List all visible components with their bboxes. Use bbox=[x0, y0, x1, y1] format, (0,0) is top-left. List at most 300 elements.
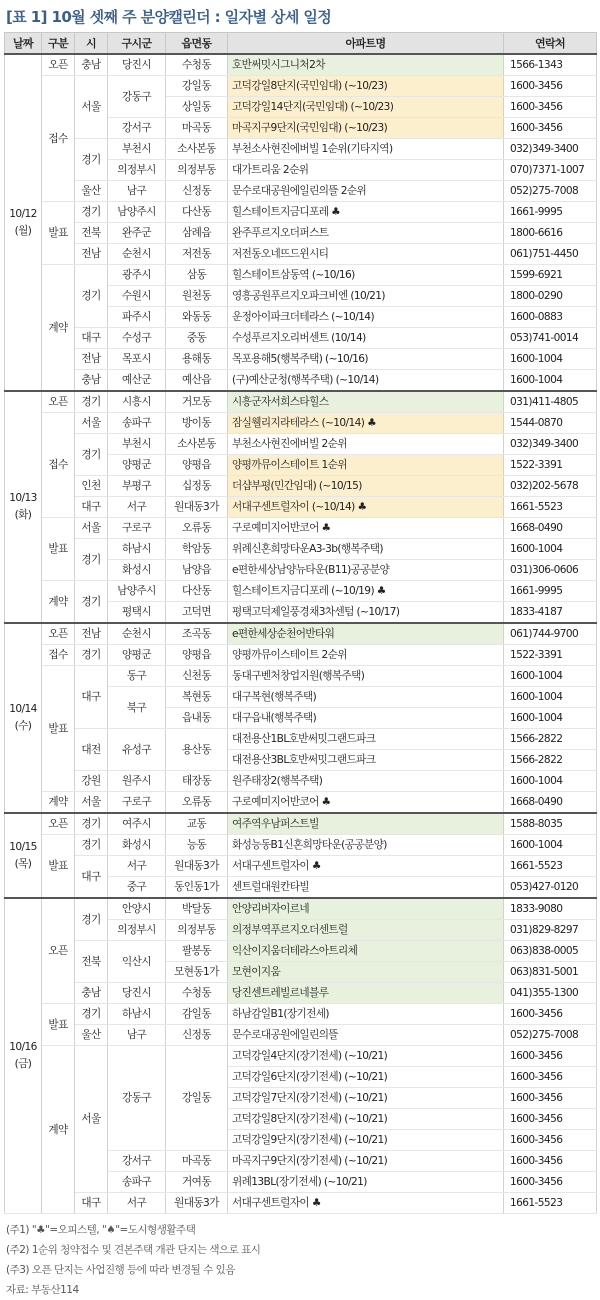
cell-apartment: 대구읍내(행복주택) bbox=[228, 708, 504, 729]
cell-contact: 031)306-0606 bbox=[504, 560, 597, 581]
table-row bbox=[5, 497, 597, 518]
table-row bbox=[5, 413, 597, 434]
cell-city: 서울 bbox=[75, 1046, 108, 1193]
cell-district: 화성시 bbox=[108, 835, 166, 856]
cell-type: 발표 bbox=[42, 518, 75, 581]
table-row bbox=[5, 1193, 597, 1214]
cell-town: 용산동 bbox=[166, 729, 228, 771]
cell-apartment: 구로예미지어반코어 ♣ bbox=[228, 792, 504, 814]
cell-town: 중동 bbox=[166, 328, 228, 349]
cell-town: 읍내동 bbox=[166, 708, 228, 729]
table-row bbox=[5, 265, 597, 286]
cell-apartment: 더샵부평(민간임대) (~10/15) bbox=[228, 476, 504, 497]
table-row bbox=[5, 835, 597, 856]
cell-district: 수원시 bbox=[108, 286, 166, 307]
cell-district: 강서구 bbox=[108, 118, 166, 139]
cell-apartment: 평택고덕제일풍경채3차센텀 (~10/17) bbox=[228, 602, 504, 624]
cell-type: 접수 bbox=[42, 645, 75, 666]
cell-contact: 1661-5523 bbox=[504, 1193, 597, 1214]
cell-district: 광주시 bbox=[108, 265, 166, 286]
cell-type: 오픈 bbox=[42, 623, 75, 645]
cell-district: 서구 bbox=[108, 497, 166, 518]
cell-district: 양평군 bbox=[108, 645, 166, 666]
cell-type: 오픈 bbox=[42, 54, 75, 76]
cell-town: 다산동 bbox=[166, 581, 228, 602]
cell-district: 남구 bbox=[108, 1025, 166, 1046]
cell-town: 저전동 bbox=[166, 244, 228, 265]
cell-contact: 1600-1004 bbox=[504, 708, 597, 729]
cell-town: 거여동 bbox=[166, 1172, 228, 1193]
cell-town: 고덕면 bbox=[166, 602, 228, 624]
cell-town: 마곡동 bbox=[166, 118, 228, 139]
cell-contact: 063)831-5001 bbox=[504, 962, 597, 983]
cell-district: 순천시 bbox=[108, 623, 166, 645]
cell-apartment: 부천소사현진에버빌 1순위(기타지역) bbox=[228, 139, 504, 160]
table-row bbox=[5, 518, 597, 539]
cell-contact: 1600-3456 bbox=[504, 76, 597, 97]
cell-district: 여주시 bbox=[108, 813, 166, 835]
cell-town: 상일동 bbox=[166, 97, 228, 118]
cell-city: 경기 bbox=[75, 265, 108, 328]
cell-contact: 1661-5523 bbox=[504, 856, 597, 877]
table-row bbox=[5, 581, 597, 602]
cell-town: 팔봉동 bbox=[166, 941, 228, 962]
note-1: (주1) "♣"=오피스텔, "♠"=도시형생활주택 bbox=[6, 1224, 196, 1236]
cell-apartment: 수성푸르지오리버센트 (10/14) bbox=[228, 328, 504, 349]
cell-type: 발표 bbox=[42, 1004, 75, 1046]
cell-contact: 1600-1004 bbox=[504, 349, 597, 370]
header-city: 시 bbox=[75, 33, 108, 55]
cell-contact: 1600-3456 bbox=[504, 1046, 597, 1067]
cell-town: 양평읍 bbox=[166, 455, 228, 476]
cell-district: 완주군 bbox=[108, 223, 166, 244]
cell-district: 강동구 bbox=[108, 76, 166, 118]
cell-district: 부천시 bbox=[108, 434, 166, 455]
cell-town: 와동동 bbox=[166, 307, 228, 328]
cell-apartment: 서대구센트럴자이 ♣ bbox=[228, 856, 504, 877]
note-2: (주2) 1순위 청약접수 및 견본주택 개관 단지는 색으로 표시 bbox=[6, 1244, 261, 1256]
cell-district: 서구 bbox=[108, 1193, 166, 1214]
cell-town: 신정동 bbox=[166, 1025, 228, 1046]
cell-contact: 052)275-7008 bbox=[504, 1025, 597, 1046]
table-row bbox=[5, 792, 597, 814]
schedule-body bbox=[5, 54, 597, 1214]
table-row bbox=[5, 941, 597, 962]
cell-district: 화성시 bbox=[108, 560, 166, 581]
table-row bbox=[5, 729, 597, 750]
cell-city: 강원 bbox=[75, 771, 108, 792]
cell-district: 의정부시 bbox=[108, 160, 166, 181]
table-row bbox=[5, 76, 597, 97]
cell-city: 대구 bbox=[75, 497, 108, 518]
cell-district: 시흥시 bbox=[108, 391, 166, 413]
cell-town: 조곡동 bbox=[166, 623, 228, 645]
cell-contact: 053)741-0014 bbox=[504, 328, 597, 349]
note-3: (주3) 오픈 단지는 사업진행 등에 따라 변경될 수 있음 bbox=[6, 1264, 235, 1276]
cell-city: 대구 bbox=[75, 666, 108, 729]
cell-city: 대구 bbox=[75, 328, 108, 349]
cell-city: 경기 bbox=[75, 1004, 108, 1025]
header-district: 구시군 bbox=[108, 33, 166, 55]
cell-type: 접수 bbox=[42, 413, 75, 518]
table-row bbox=[5, 139, 597, 160]
cell-town: 학암동 bbox=[166, 539, 228, 560]
cell-contact: 1800-6616 bbox=[504, 223, 597, 244]
cell-district: 하남시 bbox=[108, 1004, 166, 1025]
cell-apartment: 고덕강일8단지(국민임대) (~10/23) bbox=[228, 76, 504, 97]
cell-town: 모현동1가 bbox=[166, 962, 228, 983]
cell-town: 소사본동 bbox=[166, 434, 228, 455]
header-date: 날짜 bbox=[5, 33, 42, 55]
cell-town: 교동 bbox=[166, 813, 228, 835]
table-row bbox=[5, 244, 597, 265]
cell-city: 서울 bbox=[75, 792, 108, 814]
cell-district: 순천시 bbox=[108, 244, 166, 265]
cell-district: 동구 bbox=[108, 666, 166, 687]
cell-town: 삼동 bbox=[166, 265, 228, 286]
cell-type: 발표 bbox=[42, 666, 75, 792]
cell-district: 파주시 bbox=[108, 307, 166, 328]
cell-town: 의정부동 bbox=[166, 920, 228, 941]
header-town: 읍면동 bbox=[166, 33, 228, 55]
cell-city: 경기 bbox=[75, 835, 108, 856]
cell-city: 전남 bbox=[75, 244, 108, 265]
cell-district: 남양주시 bbox=[108, 581, 166, 602]
cell-town: 감일동 bbox=[166, 1004, 228, 1025]
table-row bbox=[5, 54, 597, 76]
cell-city: 충남 bbox=[75, 370, 108, 392]
cell-contact: 1600-1004 bbox=[504, 539, 597, 560]
cell-contact: 1600-3456 bbox=[504, 1172, 597, 1193]
cell-date: 10/13 (화) bbox=[5, 391, 42, 623]
cell-city: 서울 bbox=[75, 518, 108, 539]
cell-town: 방이동 bbox=[166, 413, 228, 434]
cell-apartment: 동대구벤처창업지원(행복주택) bbox=[228, 666, 504, 687]
cell-contact: 1600-3456 bbox=[504, 1088, 597, 1109]
cell-apartment: 대가트리움 2순위 bbox=[228, 160, 504, 181]
cell-apartment: 모현이지움 bbox=[228, 962, 504, 983]
cell-town: 다산동 bbox=[166, 202, 228, 223]
cell-apartment: 센트럴대원칸타빌 bbox=[228, 877, 504, 899]
table-row bbox=[5, 1025, 597, 1046]
cell-district: 송파구 bbox=[108, 413, 166, 434]
cell-apartment: 양평까뮤이스테이트 2순위 bbox=[228, 645, 504, 666]
cell-district: 평택시 bbox=[108, 602, 166, 624]
cell-district: 구로구 bbox=[108, 518, 166, 539]
cell-apartment: e편한세상순천어반타워 bbox=[228, 623, 504, 645]
cell-district: 의정부시 bbox=[108, 920, 166, 941]
cell-apartment: 서대구센트럴자이 ♣ bbox=[228, 1193, 504, 1214]
cell-apartment: 시흥군자서희스타힐스 bbox=[228, 391, 504, 413]
cell-town: 양평읍 bbox=[166, 645, 228, 666]
table-row bbox=[5, 391, 597, 413]
cell-contact: 1600-3456 bbox=[504, 1004, 597, 1025]
cell-contact: 041)355-1300 bbox=[504, 983, 597, 1004]
cell-contact: 1600-3456 bbox=[504, 1151, 597, 1172]
cell-town: 원천동 bbox=[166, 286, 228, 307]
cell-contact: 053)427-0120 bbox=[504, 877, 597, 899]
cell-district: 원주시 bbox=[108, 771, 166, 792]
cell-apartment: 고덕강일4단지(장기전세) (~10/21) bbox=[228, 1046, 504, 1067]
table-title: [표 1] 10월 셋째 주 분양캘린더 : 일자별 상세 일정 bbox=[6, 7, 332, 26]
cell-contact: 031)829-8297 bbox=[504, 920, 597, 941]
cell-type: 오픈 bbox=[42, 391, 75, 413]
cell-city: 전북 bbox=[75, 941, 108, 983]
cell-town: 강일동 bbox=[166, 1046, 228, 1151]
cell-apartment: e편한세상남양뉴타운(B11)공공분양 bbox=[228, 560, 504, 581]
cell-town: 오류동 bbox=[166, 518, 228, 539]
cell-apartment: 대전용산1BL호반써밋그랜드파크 bbox=[228, 729, 504, 750]
cell-apartment: 안양리버자이르네 bbox=[228, 898, 504, 920]
cell-apartment: 영흥공원푸르지오파크비엔 (10/21) bbox=[228, 286, 504, 307]
cell-town: 원대동3가 bbox=[166, 497, 228, 518]
table-row bbox=[5, 349, 597, 370]
cell-town: 소사본동 bbox=[166, 139, 228, 160]
cell-contact: 1600-3456 bbox=[504, 1067, 597, 1088]
cell-contact: 1668-0490 bbox=[504, 792, 597, 814]
cell-apartment: 부천소사현진에버빌 2순위 bbox=[228, 434, 504, 455]
cell-district: 당진시 bbox=[108, 983, 166, 1004]
table-row bbox=[5, 898, 597, 920]
cell-type: 발표 bbox=[42, 202, 75, 265]
cell-apartment: 하남감일B1(장기전세) bbox=[228, 1004, 504, 1025]
cell-town: 마곡동 bbox=[166, 1151, 228, 1172]
cell-contact: 1600-3456 bbox=[504, 1109, 597, 1130]
cell-contact: 1600-3456 bbox=[504, 118, 597, 139]
cell-type: 발표 bbox=[42, 835, 75, 899]
table-row bbox=[5, 1046, 597, 1067]
table-row bbox=[5, 666, 597, 687]
table-row bbox=[5, 771, 597, 792]
notes bbox=[6, 1220, 600, 1300]
cell-district: 당진시 bbox=[108, 54, 166, 76]
cell-apartment: 마곡지구9단지(국민임대) (~10/23) bbox=[228, 118, 504, 139]
cell-contact: 1522-3391 bbox=[504, 455, 597, 476]
cell-apartment: 호반써밋시그니처2차 bbox=[228, 54, 504, 76]
cell-city: 인천 bbox=[75, 476, 108, 497]
cell-contact: 1600-1004 bbox=[504, 370, 597, 392]
cell-town: 신정동 bbox=[166, 181, 228, 202]
table-row bbox=[5, 328, 597, 349]
cell-contact: 070)7371-1007 bbox=[504, 160, 597, 181]
table-row bbox=[5, 181, 597, 202]
cell-district: 예산군 bbox=[108, 370, 166, 392]
header-apartment: 아파트명 bbox=[228, 33, 504, 55]
cell-apartment: 당진센트레빌르네블루 bbox=[228, 983, 504, 1004]
schedule-table bbox=[4, 32, 597, 1214]
cell-town: 박달동 bbox=[166, 898, 228, 920]
cell-contact: 1600-1004 bbox=[504, 835, 597, 856]
cell-town: 남양읍 bbox=[166, 560, 228, 581]
cell-city: 울산 bbox=[75, 181, 108, 202]
cell-apartment: 익산이지움더테라스아트리체 bbox=[228, 941, 504, 962]
cell-city: 대구 bbox=[75, 856, 108, 899]
cell-town: 복현동 bbox=[166, 687, 228, 708]
table-row bbox=[5, 1004, 597, 1025]
cell-contact: 1544-0870 bbox=[504, 413, 597, 434]
cell-district: 북구 bbox=[108, 687, 166, 729]
cell-town: 강일동 bbox=[166, 76, 228, 97]
cell-town: 예산읍 bbox=[166, 370, 228, 392]
cell-district: 부천시 bbox=[108, 139, 166, 160]
cell-type: 오픈 bbox=[42, 813, 75, 835]
cell-date: 10/12 (월) bbox=[5, 54, 42, 391]
cell-city: 전북 bbox=[75, 223, 108, 244]
cell-city: 서울 bbox=[75, 76, 108, 139]
cell-contact: 032)202-5678 bbox=[504, 476, 597, 497]
cell-district: 양평군 bbox=[108, 455, 166, 476]
cell-contact: 1566-1343 bbox=[504, 54, 597, 76]
table-row bbox=[5, 202, 597, 223]
cell-city: 경기 bbox=[75, 139, 108, 181]
cell-town: 동인동1가 bbox=[166, 877, 228, 899]
cell-district: 강서구 bbox=[108, 1151, 166, 1172]
cell-apartment: 힐스테이트삼동역 (~10/16) bbox=[228, 265, 504, 286]
cell-apartment: 위례신혼희망타운A3-3b(행복주택) bbox=[228, 539, 504, 560]
cell-contact: 1600-3456 bbox=[504, 1130, 597, 1151]
cell-city: 충남 bbox=[75, 983, 108, 1004]
cell-district: 남구 bbox=[108, 181, 166, 202]
cell-city: 경기 bbox=[75, 645, 108, 666]
cell-apartment: 구로예미지어반코어 ♣ bbox=[228, 518, 504, 539]
cell-contact: 1599-6921 bbox=[504, 265, 597, 286]
cell-town: 오류동 bbox=[166, 792, 228, 814]
cell-type: 계약 bbox=[42, 1046, 75, 1214]
cell-apartment: 문수로대공원에일린의뜰 2순위 bbox=[228, 181, 504, 202]
cell-apartment: 완주푸르지오더퍼스트 bbox=[228, 223, 504, 244]
source-note: 자료: 부동산114 bbox=[6, 1284, 79, 1296]
cell-type: 계약 bbox=[42, 581, 75, 624]
header-type: 구분 bbox=[42, 33, 75, 55]
cell-contact: 1522-3391 bbox=[504, 645, 597, 666]
cell-district: 수성구 bbox=[108, 328, 166, 349]
table-row bbox=[5, 645, 597, 666]
cell-town: 거모동 bbox=[166, 391, 228, 413]
cell-contact: 1600-1004 bbox=[504, 687, 597, 708]
cell-contact: 1566-2822 bbox=[504, 750, 597, 771]
cell-contact: 1566-2822 bbox=[504, 729, 597, 750]
cell-contact: 1588-8035 bbox=[504, 813, 597, 835]
cell-apartment: 힐스테이트지금디포레 (~10/19) ♣ bbox=[228, 581, 504, 602]
table-row bbox=[5, 370, 597, 392]
cell-city: 경기 bbox=[75, 539, 108, 581]
cell-apartment: 대전용산3BL호반써밋그랜드파크 bbox=[228, 750, 504, 771]
cell-contact: 1800-0290 bbox=[504, 286, 597, 307]
cell-district: 부평구 bbox=[108, 476, 166, 497]
cell-contact: 063)838-0005 bbox=[504, 941, 597, 962]
cell-type: 계약 bbox=[42, 265, 75, 392]
cell-town: 신천동 bbox=[166, 666, 228, 687]
cell-type: 계약 bbox=[42, 792, 75, 814]
cell-town: 능동 bbox=[166, 835, 228, 856]
cell-town: 수청동 bbox=[166, 983, 228, 1004]
cell-contact: 1833-4187 bbox=[504, 602, 597, 624]
cell-contact: 031)411-4805 bbox=[504, 391, 597, 413]
cell-contact: 061)751-4450 bbox=[504, 244, 597, 265]
table-row bbox=[5, 434, 597, 455]
table-row bbox=[5, 983, 597, 1004]
cell-apartment: 저전동오네뜨드윈시티 bbox=[228, 244, 504, 265]
cell-date: 10/15 (목) bbox=[5, 813, 42, 898]
cell-city: 경기 bbox=[75, 898, 108, 941]
cell-contact: 1661-9995 bbox=[504, 581, 597, 602]
cell-town: 수청동 bbox=[166, 54, 228, 76]
table-row bbox=[5, 223, 597, 244]
cell-town: 십정동 bbox=[166, 476, 228, 497]
table-row bbox=[5, 856, 597, 877]
cell-contact: 1661-9995 bbox=[504, 202, 597, 223]
cell-city: 경기 bbox=[75, 391, 108, 413]
cell-district: 강동구 bbox=[108, 1046, 166, 1151]
cell-apartment: 화성능동B1신혼희망타운(공공분양) bbox=[228, 835, 504, 856]
cell-apartment: 고덕강일6단지(장기전세) (~10/21) bbox=[228, 1067, 504, 1088]
cell-type: 접수 bbox=[42, 76, 75, 202]
cell-apartment: 고덕강일8단지(장기전세) (~10/21) bbox=[228, 1109, 504, 1130]
cell-apartment: 고덕강일14단지(국민임대) (~10/23) bbox=[228, 97, 504, 118]
cell-contact: 1833-9080 bbox=[504, 898, 597, 920]
cell-type: 오픈 bbox=[42, 898, 75, 1004]
cell-apartment: 원주태장2(행복주택) bbox=[228, 771, 504, 792]
cell-contact: 1600-3456 bbox=[504, 97, 597, 118]
cell-district: 목포시 bbox=[108, 349, 166, 370]
cell-date: 10/14 (수) bbox=[5, 623, 42, 813]
cell-district: 송파구 bbox=[108, 1172, 166, 1193]
cell-town: 의정부동 bbox=[166, 160, 228, 181]
cell-contact: 1600-0883 bbox=[504, 307, 597, 328]
header-contact: 연락처 bbox=[504, 33, 597, 55]
table-row bbox=[5, 813, 597, 835]
cell-district: 서구 bbox=[108, 856, 166, 877]
cell-city: 울산 bbox=[75, 1025, 108, 1046]
table-row bbox=[5, 623, 597, 645]
cell-apartment: 힐스테이트지금디포레 ♣ bbox=[228, 202, 504, 223]
cell-city: 서울 bbox=[75, 413, 108, 434]
cell-apartment: 여주역우남퍼스트빌 bbox=[228, 813, 504, 835]
cell-apartment: 고덕강일7단지(장기전세) (~10/21) bbox=[228, 1088, 504, 1109]
cell-district: 구로구 bbox=[108, 792, 166, 814]
cell-contact: 052)275-7008 bbox=[504, 181, 597, 202]
cell-city: 경기 bbox=[75, 434, 108, 476]
cell-district: 익산시 bbox=[108, 941, 166, 983]
cell-district: 하남시 bbox=[108, 539, 166, 560]
cell-apartment: 양평까뮤이스테이트 1순위 bbox=[228, 455, 504, 476]
cell-city: 전남 bbox=[75, 623, 108, 645]
cell-town: 원대동3가 bbox=[166, 856, 228, 877]
cell-contact: 032)349-3400 bbox=[504, 139, 597, 160]
cell-town: 용해동 bbox=[166, 349, 228, 370]
cell-district: 남양주시 bbox=[108, 202, 166, 223]
cell-apartment: 마곡지구9단지(장기전세) (~10/21) bbox=[228, 1151, 504, 1172]
cell-contact: 032)349-3400 bbox=[504, 434, 597, 455]
cell-city: 충남 bbox=[75, 54, 108, 76]
cell-apartment: 운정아이파크더테라스 (~10/14) bbox=[228, 307, 504, 328]
cell-district: 유성구 bbox=[108, 729, 166, 771]
cell-city: 경기 bbox=[75, 581, 108, 624]
cell-city: 경기 bbox=[75, 202, 108, 223]
cell-city: 경기 bbox=[75, 813, 108, 835]
cell-contact: 061)744-9700 bbox=[504, 623, 597, 645]
cell-apartment: 대구복현(행복주택) bbox=[228, 687, 504, 708]
cell-town: 원대동3가 bbox=[166, 1193, 228, 1214]
cell-city: 대구 bbox=[75, 1193, 108, 1214]
table-row bbox=[5, 539, 597, 560]
cell-contact: 1600-1004 bbox=[504, 771, 597, 792]
cell-date: 10/16 (금) bbox=[5, 898, 42, 1214]
cell-apartment: 고덕강일9단지(장기전세) (~10/21) bbox=[228, 1130, 504, 1151]
cell-apartment: 위례13BL(장기전세) (~10/21) bbox=[228, 1172, 504, 1193]
cell-district: 중구 bbox=[108, 877, 166, 899]
cell-apartment: 문수로대공원에일린의뜰 bbox=[228, 1025, 504, 1046]
